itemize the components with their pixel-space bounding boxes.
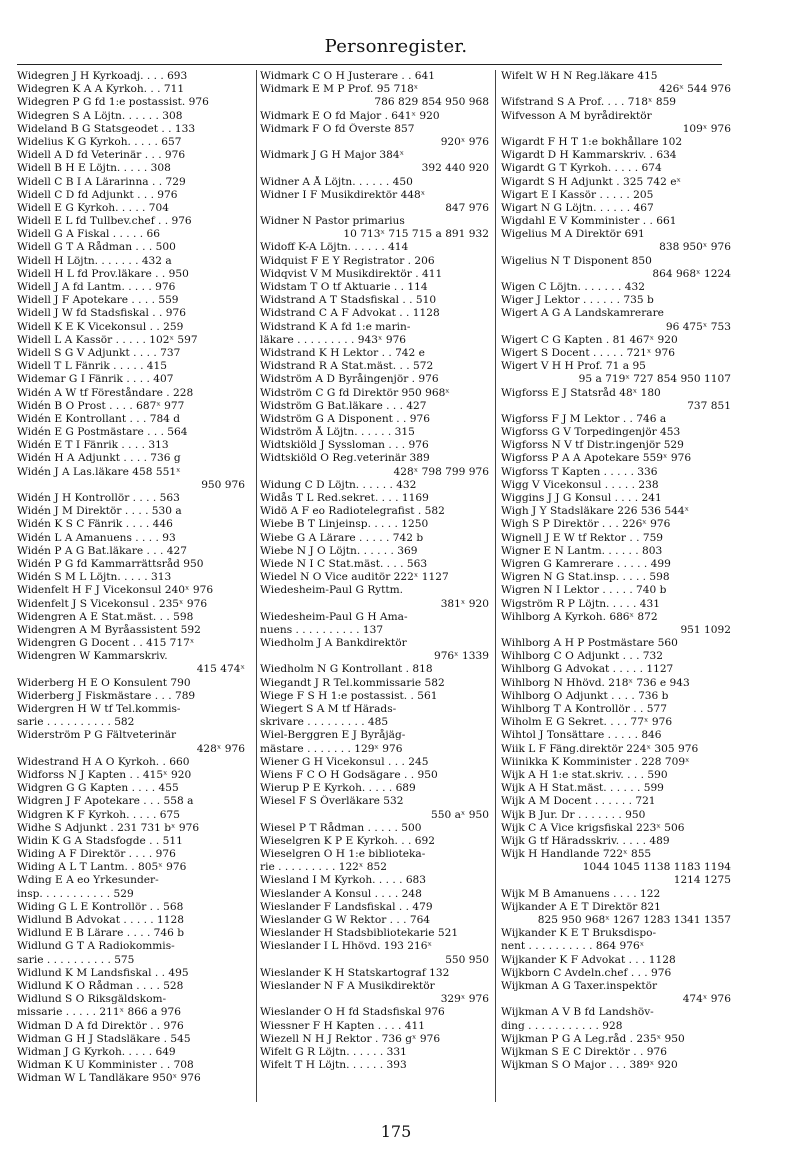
register-entry: Widén L A Amanuens . . . . 93 (17, 531, 176, 544)
register-entry: Widell J F Apotekare . . . . 559 (17, 294, 179, 307)
register-entry: Wijkman S O Major . . . 389ˣ 920 (501, 1059, 678, 1072)
register-entry: Wiedholm J A Bankdirektör (260, 637, 407, 650)
register-entry: Widén E T I Fänrik . . . . 313 (17, 439, 169, 452)
register-entry: Wiesland I M Kyrkoh. . . . . 683 (260, 874, 427, 887)
register-entry: Widström Å Löjtn. . . . . . 315 (260, 426, 415, 439)
register-entry: Wifvesson A M byrådirektör (501, 109, 652, 122)
register-entry: Wijk A H 1:e stat.skriv. . . . 590 (501, 768, 668, 781)
register-entry: skrivare . . . . . . . . . 485 (260, 716, 389, 729)
register-entry-continuation: 426ˣ 544 976 (659, 83, 731, 96)
register-entry: Wigardt F H T 1:e bokhållare 102 (501, 135, 683, 148)
register-entry: Wieslander F Landsfiskal . . 479 (260, 900, 433, 913)
register-entry-continuation: 550 950 (445, 953, 489, 966)
register-entry: Widén P G fd Kammarrättsråd 950 (17, 557, 204, 570)
register-entry: Widell E L fd Tullbev.chef . . 976 (17, 215, 192, 228)
register-entry: Widforss N J Kapten . . 415ˣ 920 (17, 768, 192, 781)
register-entry: missarie . . . . . 211ˣ 866 a 976 (17, 1006, 181, 1019)
register-entry-continuation: 415 474ˣ (196, 663, 245, 676)
register-entry: Widell B H E Löjtn. . . . . 308 (17, 162, 171, 175)
register-entry: Widerberg J Fiskmästare . . . 789 (17, 689, 196, 702)
register-entry: Widner N Pastor primarius (260, 215, 405, 228)
register-entry-continuation: 550 aˣ 950 (431, 808, 489, 821)
register-entry: Widmark C O H Justerare . . 641 (260, 70, 436, 82)
register-entry: Wieslander G W Rektor . . . 764 (260, 914, 431, 926)
register-entry: Wigardt D H Kammarskriv. . 634 (501, 149, 677, 162)
register-entry: Wijk A M Docent . . . . . . 721 (501, 795, 656, 808)
register-entry: Wigh J Y Stadsläkare 226 536 544ˣ (501, 505, 690, 518)
register-entry: Wieslander A Konsul . . . . 248 (260, 887, 422, 900)
register-entry: Widgren K F Kyrkoh. . . . . 675 (17, 808, 180, 821)
register-entry: Widell L A Kassör . . . . . 102ˣ 597 (17, 333, 198, 346)
register-entry: Widell K E K Vicekonsul . . 259 (17, 320, 184, 333)
register-entry: Widengren A E Stat.mäst. . . 598 (17, 610, 194, 623)
register-entry: Widell C B I A Lärarinna . . 729 (17, 175, 186, 188)
page-title: Personregister. (324, 36, 468, 57)
register-entry: Wiik L F Fäng.direktör 224ˣ 305 976 (501, 742, 699, 755)
header-rule (17, 64, 722, 65)
register-entry: Widén S M L Löjtn. . . . . 313 (17, 571, 172, 584)
register-entry: Wigforss T Kapten . . . . . 336 (501, 465, 658, 478)
register-entry: Widing G L E Kontrollör . . 568 (17, 900, 184, 913)
register-entry: Wigert S Docent . . . . . 721ˣ 976 (501, 346, 675, 359)
register-entry-continuation: 329ˣ 976 (440, 993, 489, 1006)
register-entry: Wijkander K E T Bruksdispo- (501, 927, 657, 940)
register-entry: Widner I F Musikdirektör 448ˣ (260, 188, 426, 201)
register-entry-continuation: 950 976 (201, 478, 245, 491)
register-entry: Wigardt G T Kyrkoh. . . . . 674 (501, 162, 662, 175)
register-entry: Wihlborg T A Kontrollör . . 577 (501, 703, 667, 715)
register-entry: Wiedesheim-Paul G Ryttm. (260, 584, 404, 597)
register-entry: Widell J W fd Stadsfiskal . . 976 (17, 307, 186, 320)
register-entry: Wiens F C O H Godsägare . . 950 (260, 768, 438, 781)
register-entry: Widner A Å Löjtn. . . . . . 450 (260, 175, 413, 188)
register-entry: Widén E Kontrollant . . . 784 d (17, 412, 181, 425)
register-entry: Widqvist V M Musikdirektör . 411 (260, 267, 443, 280)
register-entry: Wihlborg A Kyrkoh. 686ˣ 872 (501, 610, 658, 623)
register-entry: Widén J M Direktör . . . . 530 a (17, 505, 182, 518)
register-entry-continuation: 95 a 719ˣ 727 854 950 1107 (578, 373, 731, 386)
register-entry: Wigström R P Löjtn. . . . . 431 (501, 597, 660, 610)
register-entry: Widung C D Löjtn. . . . . . 432 (260, 478, 417, 491)
register-entry: Wigert C G Kapten . 81 467ˣ 920 (501, 333, 678, 346)
register-entry: Wiegert S A M tf Härads- (260, 703, 397, 715)
register-entry: Widstrand K H Lektor . . 742 e (260, 346, 425, 359)
register-entry: Wigardt S H Adjunkt . 325 742 eˣ (501, 175, 681, 188)
register-entry: Wiebe N J O Löjtn. . . . . . 369 (260, 544, 418, 557)
register-entry: Wiessner F H Kapten . . . . 411 (260, 1019, 425, 1032)
register-entry: Wijk A H Stat.mäst. . . . . . 599 (501, 782, 664, 795)
register-entry: Wihlborg O Adjunkt . . . . 736 b (501, 689, 669, 702)
register-entry: Wijkman P G A Leg.råd . 235ˣ 950 (501, 1032, 685, 1045)
register-entry: Widoff K-A Löjtn. . . . . . 414 (260, 241, 409, 254)
register-entry: Wideland B G Statsgeodet . . 133 (17, 122, 196, 135)
register-entry: Widell S G V Adjunkt . . . . 737 (17, 346, 181, 359)
register-entry: Wigforss G V Torpedingenjör 453 (501, 426, 681, 439)
register-entry: Widstrand K A fd 1:e marin- (260, 320, 411, 333)
register-entry: Widö A F eo Radiotelegrafist . 582 (260, 505, 445, 518)
register-entry: Wifelt G R Löjtn. . . . . . 331 (260, 1045, 407, 1058)
register-entry: Widell T L Fänrik . . . . . 415 (17, 360, 168, 373)
register-column-2 (256, 70, 489, 1102)
register-entry-continuation: 976ˣ 1339 (433, 650, 489, 663)
register-entry: Wigren N I Lektor . . . . . 740 b (501, 584, 667, 597)
register-entry: Wiege F S H 1:e postassist. . 561 (260, 689, 438, 702)
register-entry: Widing A L T Lantm. . 805ˣ 976 (17, 861, 187, 874)
register-entry: Wigdahl E V Komminister . . 661 (501, 215, 677, 228)
register-entry: Widergren H W tf Tel.kommis- (17, 703, 181, 715)
register-entry: Wigen C Löjtn. . . . . . . 432 (501, 281, 645, 293)
register-entry: Wigh S P Direktör . . . 226ˣ 976 (501, 518, 671, 531)
register-entry: Widlund E B Lärare . . . . 746 b (17, 927, 185, 940)
page-number: 175 (380, 1122, 412, 1141)
register-entry: Wignell J E W tf Rektor . . 759 (501, 531, 664, 544)
register-entry: Wifelt T H Löjtn. . . . . . 393 (260, 1059, 407, 1072)
register-entry-continuation: 825 950 968ˣ 1267 1283 1341 1357 (537, 914, 731, 926)
register-entry: Wijk C A Vice krigsfiskal 223ˣ 506 (501, 821, 685, 834)
register-entry: Widmark F O fd Överste 857 (260, 122, 415, 135)
register-entry-continuation: 920ˣ 976 (440, 135, 489, 148)
register-entry: Wihlborg C O Adjunkt . . . 732 (501, 650, 664, 663)
register-entry: Widerberg H E O Konsulent 790 (17, 676, 191, 689)
register-entry: Widén H A Adjunkt . . . . 736 g (17, 452, 181, 465)
register-entry: Wijk B Jur. Dr . . . . . . . 950 (501, 808, 646, 821)
register-entry: Wiel-Berggren E J Byråjäg- (260, 729, 406, 742)
register-entry: Wiholm E G Sekret. . . . 77ˣ 976 (501, 716, 673, 729)
register-entry: Wiedholm N G Kontrollant . 818 (260, 663, 433, 676)
register-entry: Wihlborg G Advokat . . . . . 1127 (501, 663, 674, 676)
register-entry: Widlund S O Riksgäldskom- (17, 993, 167, 1006)
register-entry: Wijk H Handlande 722ˣ 855 (501, 848, 652, 861)
register-entry: Wieslander K H Statskartograf 132 (260, 966, 450, 979)
register-entry-continuation: 838 950ˣ 976 (659, 241, 731, 254)
register-entry: Wiebe G A Lärare . . . . . 742 b (260, 531, 424, 544)
register-entry: Wiinikka K Komminister . 228 709ˣ (501, 755, 690, 768)
register-entry: Wihtol J Tonsättare . . . . . 846 (501, 729, 662, 742)
register-entry: Widelius K G Kyrkoh. . . . . 657 (17, 135, 182, 148)
register-entry: Widström A D Byråingenjör . 976 (260, 373, 439, 386)
register-entry: Widman D A fd Direktör . . 976 (17, 1019, 184, 1032)
register-column-3 (495, 70, 731, 1102)
register-entry: Wijkman S E C Direktör . . 976 (501, 1045, 667, 1058)
register-entry: Widengren W Kammarskriv. (17, 650, 168, 663)
register-entry: sarie . . . . . . . . . . 582 (17, 716, 135, 729)
register-entry: Widén K S C Fänrik . . . . 446 (17, 518, 173, 531)
register-entry: Wiegandt J R Tel.kommissarie 582 (260, 676, 445, 689)
register-entry: Wieselgren O H 1:e biblioteka- (260, 848, 426, 861)
register-entry: Widén P A G Bat.läkare . . . 427 (17, 544, 187, 557)
register-entry: Widén B O Prost . . . . 687ˣ 977 (17, 399, 185, 412)
register-entry: Wigart N G Löjtn. . . . . . 467 (501, 201, 654, 214)
register-entry: Widlund K M Landsfiskal . . 495 (17, 966, 189, 979)
register-entry-continuation: 10 713ˣ 715 715 a 891 932 (343, 228, 489, 241)
register-entry-continuation: 381ˣ 920 (440, 597, 489, 610)
register-entry: Widman G H J Stadsläkare . 545 (17, 1032, 191, 1045)
register-entry: Wihlborg A H P Postmästare 560 (501, 637, 678, 650)
register-entry: Wigforss P A A Apotekare 559ˣ 976 (501, 452, 692, 465)
register-entry-continuation: 428ˣ 798 799 976 (393, 465, 489, 478)
register-entry: Wijkander K F Advokat . . . 1128 (501, 953, 676, 966)
register-entry: Wiede N I C Stat.mäst. . . . 563 (260, 557, 428, 570)
register-entry: Widstrand A T Stadsfiskal . . 510 (260, 294, 437, 307)
register-entry: Widman W L Tandläkare 950ˣ 976 (17, 1072, 201, 1085)
register-entry: insp. . . . . . . . . . . 529 (17, 887, 134, 900)
register-entry: Wiesel P T Rådman . . . . . 500 (260, 821, 422, 834)
register-entry: Widell H Löjtn. . . . . . . 432 a (17, 254, 172, 267)
register-entry: Widén J A Las.läkare 458 551ˣ (17, 465, 181, 478)
register-entry: Widquist F E Y Registrator . 206 (260, 254, 435, 267)
register-entry: Widén J H Kontrollör . . . . 563 (17, 492, 180, 504)
register-entry: Widås T L Red.sekret. . . . 1169 (260, 492, 429, 504)
register-entry: Wigner E N Lantm. . . . . . 803 (501, 544, 663, 557)
register-entry-continuation: 1044 1045 1138 1183 1194 (582, 861, 731, 874)
register-entry: nent . . . . . . . . . . 864 976ˣ (501, 940, 645, 953)
register-entry: Widgren G G Kapten . . . . 455 (17, 782, 179, 795)
register-entry: Wijkborn C Avdeln.chef . . . 976 (501, 966, 672, 979)
register-entry: Wieslander N F A Musikdirektör (260, 979, 435, 992)
register-entry: Widman J G Kyrkoh. . . . . 649 (17, 1045, 176, 1058)
register-entry: Wigren N G Stat.insp. . . . . 598 (501, 571, 670, 584)
register-entry: Widén E G Postmästare . . . 564 (17, 426, 188, 439)
register-entry: sarie . . . . . . . . . . 575 (17, 953, 135, 966)
register-entry: Wiener G H Vicekonsul . . . 245 (260, 755, 429, 768)
register-entry: Widell J A fd Lantm. . . . . 976 (17, 281, 176, 293)
register-entry: Wding E A eo Yrkesunder- (17, 874, 159, 887)
register-entry: Widmark J G H Major 384ˣ (260, 149, 405, 162)
register-entry: Widin K G A Stadsfogde . . 511 (17, 834, 183, 847)
register-entry: Widengren A M Byråassistent 592 (17, 623, 201, 636)
register-entry: Widegren P G fd 1:e postassist. 976 (17, 96, 209, 109)
register-entry: Widtskiöld J Syssloman . . . 976 (260, 439, 429, 452)
register-entry: Wigert A G A Landskamrerare (501, 307, 664, 320)
register-entry: Widlund G T A Radiokommis- (17, 940, 175, 953)
register-entry: Widell E G Kyrkoh. . . . . 704 (17, 201, 170, 214)
register-entry: Wieslander I L Hhövd. 193 216ˣ (260, 940, 432, 953)
register-entry: Wigg V Vicekonsul . . . . . 238 (501, 478, 659, 491)
register-entry: nuens . . . . . . . . . . 137 (260, 623, 384, 636)
register-entry: Widtskiöld O Reg.veterinär 389 (260, 452, 430, 465)
register-entry: Widstrand R A Stat.mäst. . . 572 (260, 360, 434, 373)
register-entry: Wiezell N H J Rektor . 736 gˣ 976 (260, 1032, 441, 1045)
register-entry: Widström G A Disponent . . 976 (260, 412, 430, 425)
register-entry: Wigelius N T Disponent 850 (501, 254, 652, 267)
register-entry: Widlund B Advokat . . . . . 1128 (17, 914, 184, 926)
register-entry: Wierup P E Kyrkoh. . . . . 689 (260, 782, 416, 795)
register-entry: Widmark E M P Prof. 95 718ˣ (260, 83, 419, 96)
register-entry: Wihlborg N Hhövd. 218ˣ 736 e 943 (501, 676, 690, 689)
register-entry: Wiggins J J G Konsul . . . . 241 (501, 492, 662, 504)
register-entry: Widenfelt H F J Vicekonsul 240ˣ 976 (17, 584, 214, 597)
register-entry: Widström G Bat.läkare . . . 427 (260, 399, 427, 412)
register-entry: Wieselgren K P E Kyrkoh. . . 692 (260, 834, 435, 847)
register-entry: Wijkander A E T Direktör 821 (501, 900, 661, 913)
register-entry-continuation: 951 1092 (680, 623, 731, 636)
register-entry: Wigert V H H Prof. 71 a 95 (501, 360, 646, 373)
register-entry: Wigart E I Kassör . . . . . 205 (501, 188, 654, 201)
register-entry: Wigforss N V tf Distr.ingenjör 529 (501, 439, 684, 452)
register-entry: Widhe S Adjunkt . 231 731 bˣ 976 (17, 821, 200, 834)
register-entry: läkare . . . . . . . . . 943ˣ 976 (260, 333, 407, 346)
register-entry: Wijk G tf Häradsskriv. . . . . 489 (501, 834, 670, 847)
register-entry: Widén A W tf Föreståndare . 228 (17, 386, 194, 399)
register-entry: Widlund K O Rådman . . . . 528 (17, 979, 184, 992)
register-entry: Widell G T A Rådman . . . 500 (17, 241, 176, 254)
register-entry-continuation: 428ˣ 976 (196, 742, 245, 755)
register-entry: Wijk M B Amanuens . . . . 122 (501, 887, 661, 900)
register-entry: Widgren J F Apotekare . . . 558 a (17, 795, 194, 808)
register-entry: Widstam T O tf Aktuarie . . 114 (260, 281, 428, 293)
register-entry: Wigren G Kamrerare . . . . . 499 (501, 557, 671, 570)
register-entry: Widman K U Komminister . . 708 (17, 1059, 194, 1072)
register-entry: rie . . . . . . . . . 122ˣ 852 (260, 861, 388, 874)
register-entry-continuation: 847 976 (445, 201, 489, 214)
register-entry: Wieslander H Stadsbibliotekarie 521 (260, 927, 459, 940)
register-entry: Wigelius M A Direktör 691 (501, 228, 645, 241)
register-entry: Wijkman A G Taxer.inspektör (501, 979, 658, 992)
register-entry: Widegren S A Löjtn. . . . . . 308 (17, 109, 183, 122)
register-entry-continuation: 864 968ˣ 1224 (652, 267, 731, 280)
register-entry: Wifstrand S A Prof. . . . 718ˣ 859 (501, 96, 677, 109)
register-entry: Wiebe B T Linjeinsp. . . . . 1250 (260, 518, 429, 531)
register-entry: Widegren K A A Kyrkoh. . . 711 (17, 83, 185, 96)
register-entry-continuation: 96 475ˣ 753 (665, 320, 731, 333)
register-entry-continuation: 474ˣ 976 (682, 993, 731, 1006)
register-entry: Wieslander O H fd Stadsfiskal 976 (260, 1006, 445, 1019)
register-entry: Widing A F Direktör . . . . 976 (17, 848, 176, 861)
register-entry: Wiedel N O Vice auditör 222ˣ 1127 (260, 571, 449, 584)
register-entry-continuation: 109ˣ 976 (682, 122, 731, 135)
register-entry: mästare . . . . . . . 129ˣ 976 (260, 742, 403, 755)
register-entry: Widerström P G Fältveterinär (17, 729, 177, 742)
register-entry: Widell H L fd Prov.läkare . . 950 (17, 267, 189, 280)
register-entry: Wijkman A V B fd Landshöv- (501, 1006, 654, 1019)
register-entry-continuation: 392 440 920 (421, 162, 489, 175)
register-entry: Wigforss F J M Lektor . . 746 a (501, 412, 667, 425)
register-entry: Widestrand H A O Kyrkoh. . 660 (17, 755, 190, 768)
register-entry: Widström C G fd Direktör 950 968ˣ (260, 386, 450, 399)
register-entry: Wiedesheim-Paul G H Ama- (260, 610, 408, 623)
register-entry: Widmark E O fd Major . 641ˣ 920 (260, 109, 440, 122)
register-entry: ding . . . . . . . . . . . 928 (501, 1019, 623, 1032)
register-entry: Widengren G Docent . . 415 717ˣ (17, 637, 195, 650)
register-entry: Widegren J H Kyrkoadj. . . . 693 (17, 70, 188, 82)
register-entry: Wigforss E J Statsråd 48ˣ 180 (501, 386, 661, 399)
register-entry: Widenfelt J S Vicekonsul . 235ˣ 976 (17, 597, 208, 610)
register-entry-continuation: 737 851 (687, 399, 731, 412)
register-entry-continuation: 1214 1275 (673, 874, 731, 887)
register-entry: Widell C D fd Adjunkt . . . 976 (17, 188, 178, 201)
register-entry: Wifelt W H N Reg.läkare 415 (501, 70, 658, 82)
register-entry: Widemar G I Fänrik . . . . 407 (17, 373, 174, 386)
register-entry: Widell A D fd Veterinär . . . 976 (17, 149, 186, 162)
register-entry-continuation: 786 829 854 950 968 (374, 96, 489, 109)
register-entry: Wiger J Lektor . . . . . . 735 b (501, 294, 654, 307)
register-entry: Widstrand C A F Advokat . . 1128 (260, 307, 440, 320)
register-entry: Widell G A Fiskal . . . . . 66 (17, 228, 160, 241)
register-entry: Wiesel F S Överläkare 532 (260, 795, 404, 808)
register-column-1 (17, 70, 245, 1085)
